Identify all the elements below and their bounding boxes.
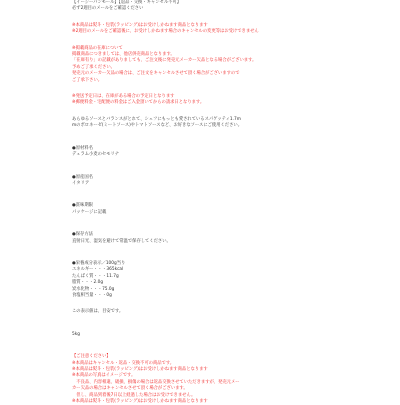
warning-line: ※2週目のメールをご確認後に、お受けしかねます場合のキャンセルの変更等はお受けできません bbox=[72, 29, 259, 35]
shipping-notice bbox=[72, 46, 354, 84]
notice-bottom-line: 但し、商品到着後7日以上経過した場合はお受けできません。 bbox=[72, 392, 196, 398]
notice-bottom-line: 不良品、内容相違、破損、損傷の場合は返品交換させていただきますが、発売元メー bbox=[72, 379, 240, 385]
shipping-notice-line: ご了承下さい。 bbox=[72, 77, 103, 83]
nutrition-footnote: この表示値は、目安です。 bbox=[72, 309, 124, 315]
product-weight: 5kg bbox=[72, 331, 80, 337]
delivery-notice-line: ※発送予定日は、在庫がある場合の予定日となります bbox=[72, 94, 175, 100]
nutrition-section bbox=[72, 261, 354, 299]
raw-material-label: ●原材料名 bbox=[72, 145, 93, 151]
warning-packaging bbox=[72, 23, 354, 36]
expiry-value: パッケージに記載 bbox=[72, 209, 107, 215]
shipping-notice-line: 「在庫有り」の記載がありましても、ご注文後に発売元メーカー欠品となる場合がございます。 bbox=[72, 58, 257, 64]
raw-material-section bbox=[72, 146, 354, 159]
nutrition-row: たんぱく質・・・11.7g bbox=[72, 273, 119, 279]
origin-section bbox=[72, 175, 354, 188]
shipping-notice-line: 発売元のメーカー欠品の場合は、ご注文をキャンセルさせて頂く場合がございますので bbox=[72, 71, 240, 77]
notice-bottom-line: ※本商品はキャンセル・返品・交換不可の商品です。 bbox=[72, 360, 175, 366]
shipping-notice-line: ※掲載商品の在庫について bbox=[72, 45, 123, 51]
nutrition-row: 脂質・・・2.0g bbox=[72, 280, 104, 286]
origin-value: イタリア bbox=[72, 180, 90, 186]
nutrition-row: エネルギー・・・365kcal bbox=[72, 267, 124, 273]
shipping-notice-line: 予めご了承ください。 bbox=[72, 64, 115, 70]
warning-line: ※本商品は熨斗・包装(ラッピング)はお受けしかねます商品となります bbox=[72, 22, 208, 28]
notice-bottom-line: ※本商品の写真はイメージです。 bbox=[72, 373, 136, 379]
nutrition-row: 炭水化物・・・75.0g bbox=[72, 286, 115, 292]
nutrition-row: 食塩相当量・・・0g bbox=[72, 292, 112, 298]
notice-bottom-line: 【ご注意ください】 bbox=[72, 354, 111, 360]
notice-top bbox=[72, 0, 354, 13]
product-description bbox=[72, 117, 354, 130]
raw-material-value: デュラム小麦のセモリナ bbox=[72, 152, 120, 158]
notice-bottom-line: ※本商品は熨斗・包装(ラッピング)はお受けしかねます商品となります bbox=[72, 399, 208, 405]
notice-bottom-line: ※本商品は熨斗・包装(ラッピング)はお受けしかねます商品となります bbox=[72, 367, 208, 372]
storage-value: 直射日光、湿気を避けて常温で保存してください。 bbox=[72, 238, 171, 244]
notice-bottom bbox=[72, 354, 354, 405]
origin-label: ●原産国名 bbox=[72, 174, 93, 180]
notice-top-line: 【イージーパンモール】【返品・交換・キャンセル不可】 bbox=[72, 0, 182, 5]
description-line: あらゆるソースとバランスがとれて、シェフにもっとも愛されているスパゲッティ1.7m bbox=[72, 116, 241, 122]
nutrition-label: ●栄養成分表示／100g当り bbox=[72, 260, 126, 266]
storage-section bbox=[72, 232, 354, 245]
delivery-notice-line: ※郵便料金・宅配便の料金はご入金頂いてからの請求日となります。 bbox=[72, 100, 205, 106]
storage-label: ●保存方法 bbox=[72, 232, 93, 238]
description-line: mのボロネーゼ(ミートソース)やトマトソースなど、お好きなソースにご使用ください。 bbox=[72, 123, 242, 129]
product-description-page bbox=[72, 0, 354, 405]
notice-top-line: 必ず2週目のメールをご確認ください bbox=[72, 6, 144, 12]
shipping-notice-line: 掲載商品につきましては、他店併売商品となります。 bbox=[72, 52, 175, 58]
expiry-section bbox=[72, 203, 354, 216]
notice-bottom-line: カー欠品の場合はキャンセルさせて頂く場合がございます。 bbox=[72, 386, 188, 392]
expiry-label: ●賞味期限 bbox=[72, 203, 93, 209]
delivery-notice bbox=[72, 94, 354, 107]
